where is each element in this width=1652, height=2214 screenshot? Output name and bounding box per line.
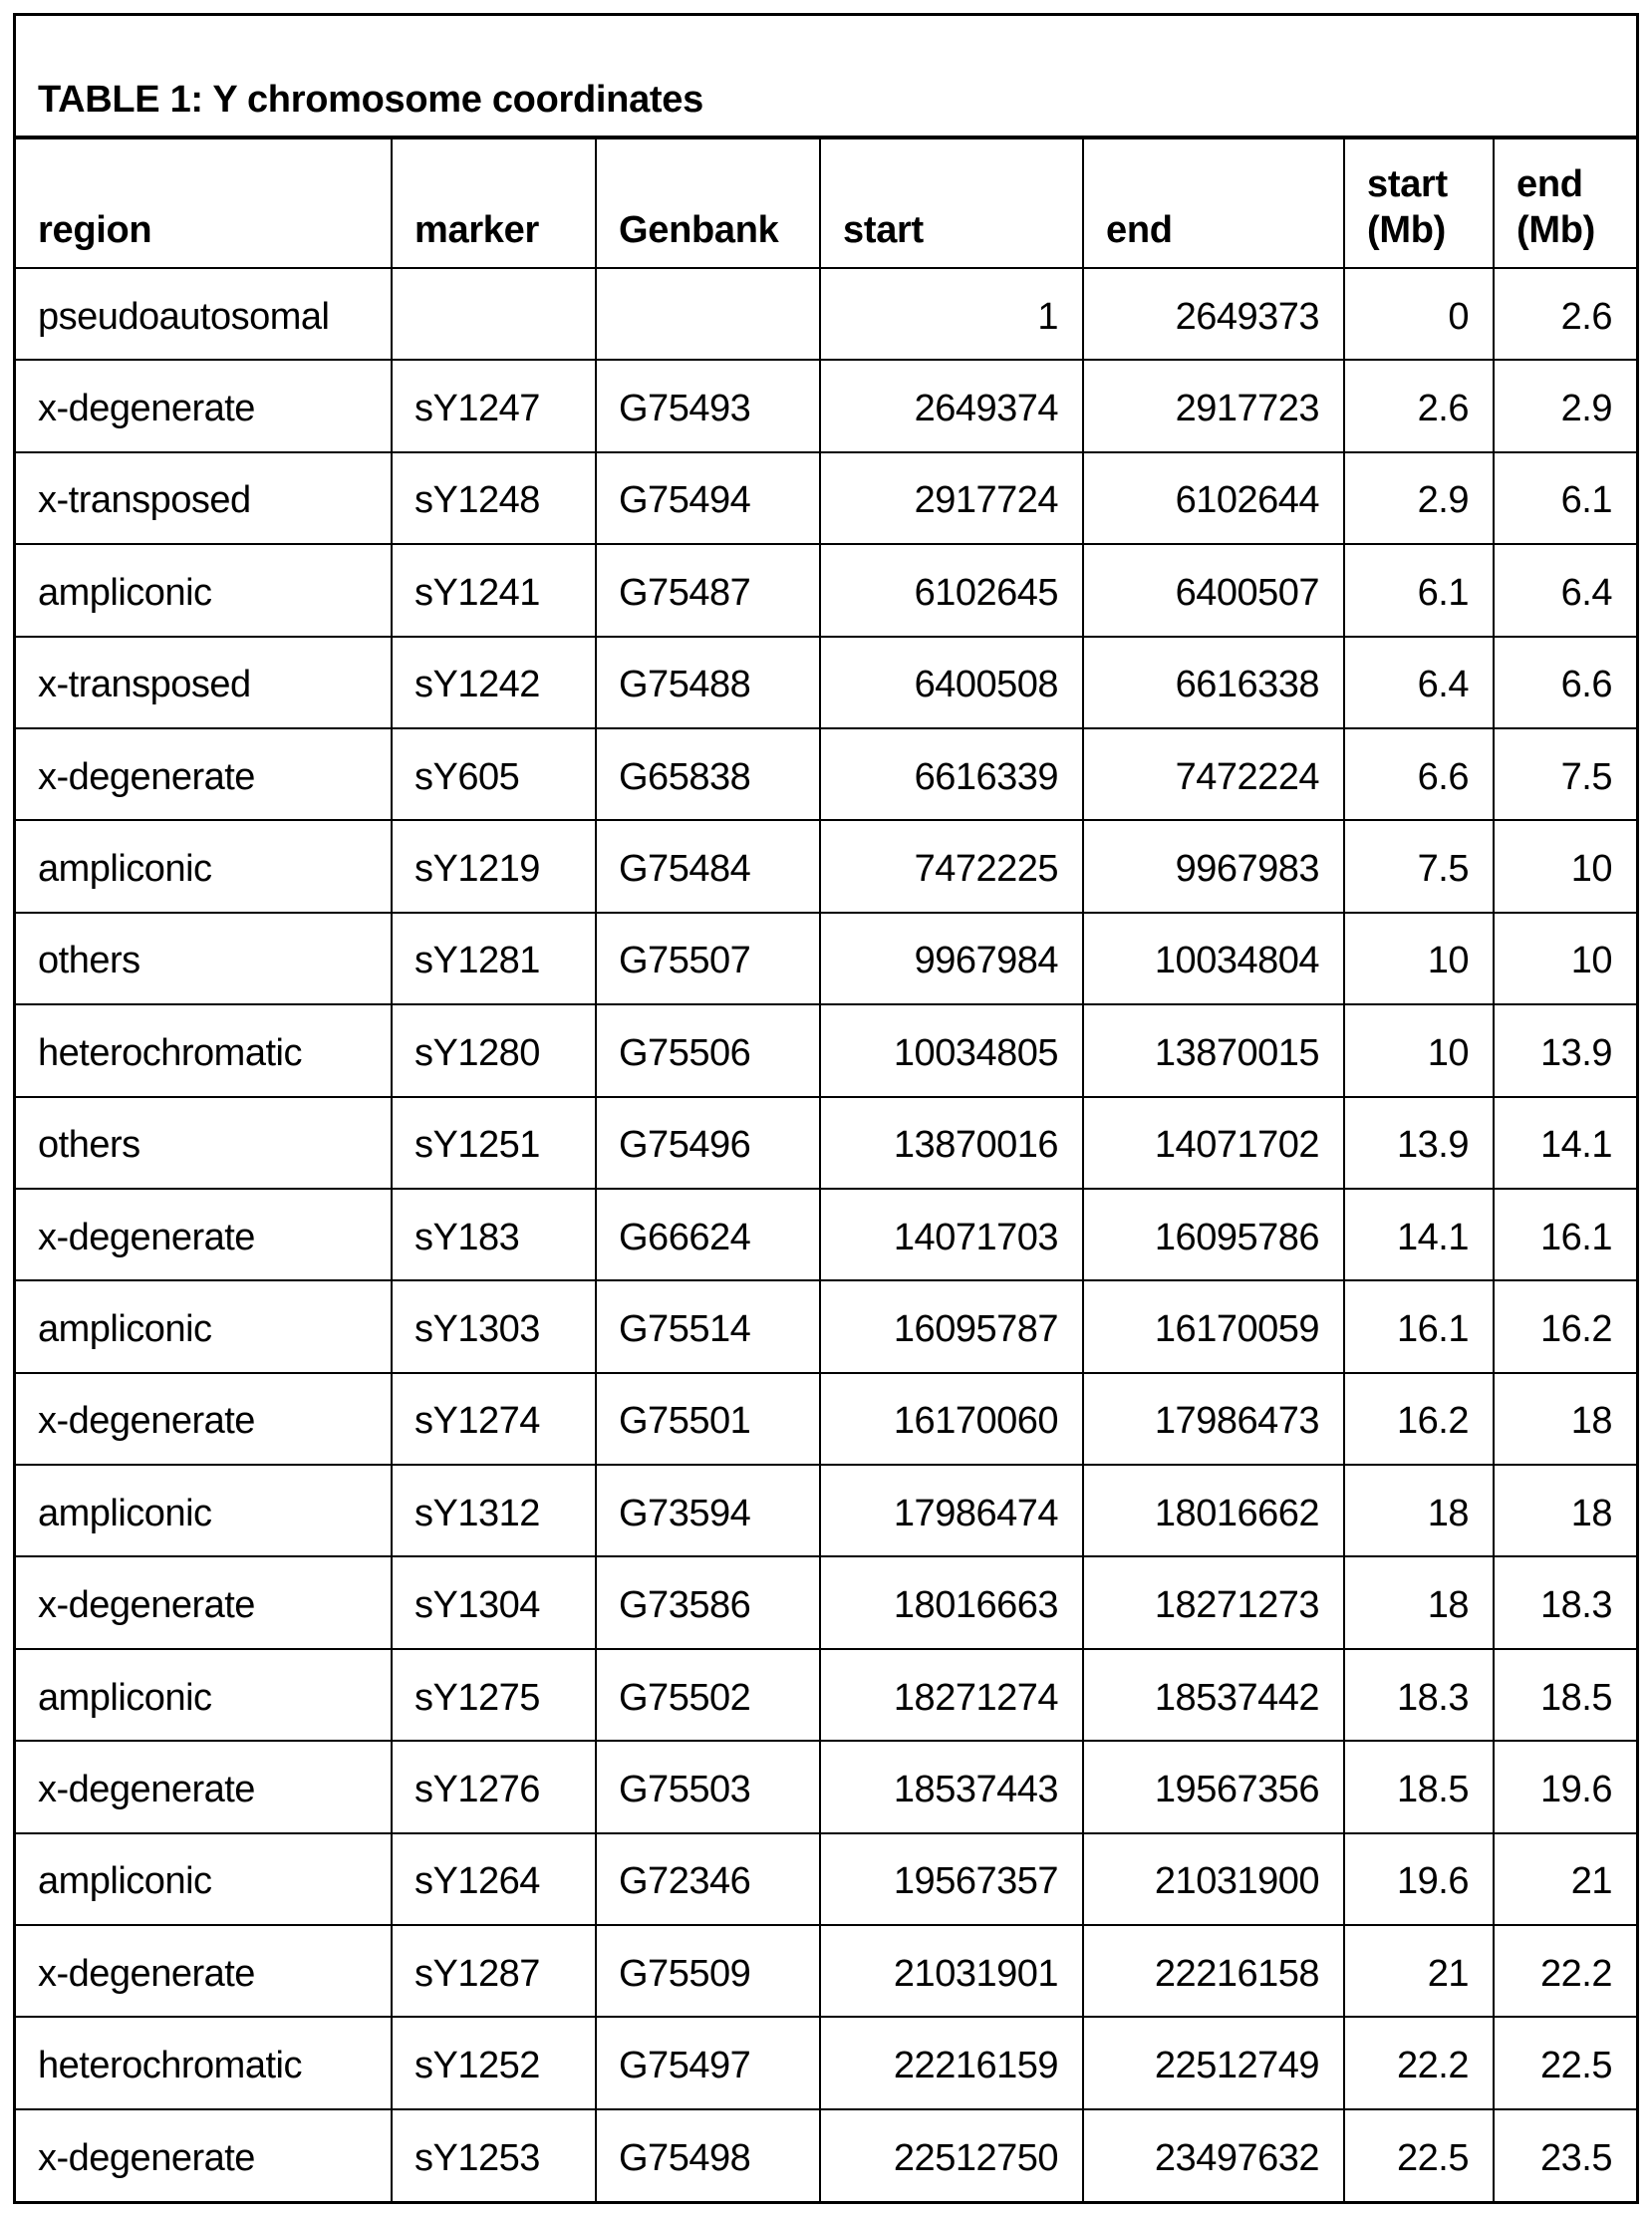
table-row [16,1465,1636,1556]
cell-start-mb: 16.2 [1344,1373,1494,1465]
cell-end: 6400507 [1083,544,1344,636]
cell-end: 6616338 [1083,637,1344,728]
cell-end-mb: 21 [1494,1833,1636,1925]
cell-end-mb: 18.5 [1494,1649,1636,1741]
cell-start-mb: 16.1 [1344,1280,1494,1372]
cell-end: 22512749 [1083,2017,1344,2108]
cell-region: ampliconic [16,1280,392,1372]
table-row [16,913,1636,1004]
table-row [16,728,1636,820]
cell-marker: sY183 [392,1189,596,1280]
header-start-mb-line1: start [1367,163,1448,205]
cell-marker: sY1304 [392,1556,596,1648]
cell-start-mb: 2.6 [1344,360,1494,451]
cell-start: 14071703 [820,1189,1083,1280]
cell-marker: sY1242 [392,637,596,728]
cell-start-mb: 18.3 [1344,1649,1494,1741]
cell-region: pseudoautosomal [16,268,392,360]
cell-region: x-degenerate [16,1556,392,1648]
cell-start-mb: 10 [1344,913,1494,1004]
cell-start-mb: 22.2 [1344,2017,1494,2108]
cell-region: ampliconic [16,544,392,636]
table-row [16,360,1636,451]
cell-end-mb: 16.1 [1494,1189,1636,1280]
cell-end-mb: 7.5 [1494,728,1636,820]
cell-end-mb: 13.9 [1494,1004,1636,1096]
cell-region: x-degenerate [16,1741,392,1832]
cell-end-mb: 6.4 [1494,544,1636,636]
cell-genbank: G75506 [596,1004,820,1096]
cell-region: ampliconic [16,1833,392,1925]
cell-end-mb: 10 [1494,913,1636,1004]
cell-genbank: G75509 [596,1925,820,2017]
cell-start: 1 [820,268,1083,360]
cell-start-mb: 18.5 [1344,1741,1494,1832]
header-start-mb [1344,139,1494,268]
cell-genbank: G73594 [596,1465,820,1556]
cell-end: 22216158 [1083,1925,1344,2017]
cell-end: 16095786 [1083,1189,1344,1280]
cell-start-mb: 18 [1344,1465,1494,1556]
cell-marker: sY1219 [392,820,596,912]
cell-end-mb: 14.1 [1494,1097,1636,1189]
y-chromosome-table [13,13,1639,2204]
cell-marker: sY1312 [392,1465,596,1556]
table-body [16,268,1636,2201]
cell-region: x-transposed [16,637,392,728]
header-end-mb [1494,139,1636,268]
table-row [16,452,1636,544]
cell-genbank: G75503 [596,1741,820,1832]
cell-marker: sY1275 [392,1649,596,1741]
cell-start-mb: 22.5 [1344,2109,1494,2201]
cell-marker: sY1303 [392,1280,596,1372]
cell-start: 16095787 [820,1280,1083,1372]
cell-genbank: G75514 [596,1280,820,1372]
table-row [16,820,1636,912]
cell-end-mb: 2.6 [1494,268,1636,360]
table-row [16,1373,1636,1465]
cell-end-mb: 23.5 [1494,2109,1636,2201]
cell-marker: sY1253 [392,2109,596,2201]
cell-end: 21031900 [1083,1833,1344,1925]
cell-start: 2917724 [820,452,1083,544]
cell-end-mb: 6.6 [1494,637,1636,728]
cell-start-mb: 19.6 [1344,1833,1494,1925]
cell-end: 9967983 [1083,820,1344,912]
cell-end: 17986473 [1083,1373,1344,1465]
cell-region: x-transposed [16,452,392,544]
cell-start-mb: 0 [1344,268,1494,360]
cell-start-mb: 18 [1344,1556,1494,1648]
table-row [16,637,1636,728]
cell-start-mb: 14.1 [1344,1189,1494,1280]
cell-genbank: G75502 [596,1649,820,1741]
cell-start: 22512750 [820,2109,1083,2201]
header-end-mb-line1: end [1516,163,1583,205]
header-end: end [1083,139,1344,268]
cell-end-mb: 18 [1494,1465,1636,1556]
cell-start-mb: 21 [1344,1925,1494,2017]
cell-end-mb: 16.2 [1494,1280,1636,1372]
cell-end: 16170059 [1083,1280,1344,1372]
cell-start: 17986474 [820,1465,1083,1556]
cell-end-mb: 19.6 [1494,1741,1636,1832]
cell-end-mb: 2.9 [1494,360,1636,451]
cell-start: 18016663 [820,1556,1083,1648]
header-start-mb-line2: (Mb) [1367,209,1446,251]
cell-region: ampliconic [16,820,392,912]
cell-end: 7472224 [1083,728,1344,820]
cell-genbank: G75494 [596,452,820,544]
cell-genbank: G72346 [596,1833,820,1925]
cell-start: 21031901 [820,1925,1083,2017]
cell-region: ampliconic [16,1649,392,1741]
cell-start: 22216159 [820,2017,1083,2108]
table-row [16,544,1636,636]
cell-marker: sY1264 [392,1833,596,1925]
table-title: TABLE 1: Y chromosome coordinates [16,16,1636,139]
cell-genbank: G73586 [596,1556,820,1648]
cell-region: x-degenerate [16,360,392,451]
cell-end: 2649373 [1083,268,1344,360]
cell-start: 18271274 [820,1649,1083,1741]
cell-marker: sY1281 [392,913,596,1004]
cell-genbank: G75496 [596,1097,820,1189]
cell-marker: sY1280 [392,1004,596,1096]
cell-end: 10034804 [1083,913,1344,1004]
cell-region: x-degenerate [16,2109,392,2201]
table-row [16,2109,1636,2201]
cell-genbank: G75501 [596,1373,820,1465]
cell-genbank: G75488 [596,637,820,728]
cell-start-mb: 6.6 [1344,728,1494,820]
table-row [16,1097,1636,1189]
cell-end: 14071702 [1083,1097,1344,1189]
cell-start-mb: 7.5 [1344,820,1494,912]
header-start: start [820,139,1083,268]
table-row [16,1833,1636,1925]
cell-end: 2917723 [1083,360,1344,451]
cell-end: 23497632 [1083,2109,1344,2201]
header-marker: marker [392,139,596,268]
cell-marker: sY1248 [392,452,596,544]
cell-start: 16170060 [820,1373,1083,1465]
cell-genbank: G75507 [596,913,820,1004]
cell-start: 7472225 [820,820,1083,912]
cell-marker: sY1247 [392,360,596,451]
table-row [16,1556,1636,1648]
cell-end: 18537442 [1083,1649,1344,1741]
cell-genbank: G65838 [596,728,820,820]
cell-end: 18271273 [1083,1556,1344,1648]
cell-region: x-degenerate [16,1925,392,2017]
cell-start: 6616339 [820,728,1083,820]
cell-start-mb: 2.9 [1344,452,1494,544]
cell-start-mb: 13.9 [1344,1097,1494,1189]
coordinates-table [16,139,1636,2201]
header-genbank: Genbank [596,139,820,268]
cell-start: 9967984 [820,913,1083,1004]
cell-marker: sY1252 [392,2017,596,2108]
cell-end-mb: 18.3 [1494,1556,1636,1648]
cell-start: 10034805 [820,1004,1083,1096]
table-row [16,1004,1636,1096]
cell-marker: sY1251 [392,1097,596,1189]
cell-marker [392,268,596,360]
table-row [16,1925,1636,2017]
cell-start: 13870016 [820,1097,1083,1189]
cell-genbank: G66624 [596,1189,820,1280]
cell-genbank [596,268,820,360]
table-row [16,268,1636,360]
cell-end: 13870015 [1083,1004,1344,1096]
cell-start-mb: 10 [1344,1004,1494,1096]
cell-start: 2649374 [820,360,1083,451]
cell-start: 19567357 [820,1833,1083,1925]
cell-region: x-degenerate [16,1373,392,1465]
cell-genbank: G75487 [596,544,820,636]
cell-genbank: G75498 [596,2109,820,2201]
table-row [16,1189,1636,1280]
cell-marker: sY1287 [392,1925,596,2017]
table-row [16,1649,1636,1741]
cell-genbank: G75484 [596,820,820,912]
cell-region: x-degenerate [16,1189,392,1280]
table-row [16,1280,1636,1372]
cell-marker: sY1241 [392,544,596,636]
cell-genbank: G75493 [596,360,820,451]
cell-end: 19567356 [1083,1741,1344,1832]
header-row [16,139,1636,268]
cell-end-mb: 22.5 [1494,2017,1636,2108]
cell-start-mb: 6.4 [1344,637,1494,728]
cell-start-mb: 6.1 [1344,544,1494,636]
cell-genbank: G75497 [596,2017,820,2108]
cell-marker: sY1274 [392,1373,596,1465]
cell-end-mb: 6.1 [1494,452,1636,544]
cell-end: 18016662 [1083,1465,1344,1556]
cell-end-mb: 18 [1494,1373,1636,1465]
cell-region: heterochromatic [16,2017,392,2108]
cell-marker: sY605 [392,728,596,820]
cell-start: 6400508 [820,637,1083,728]
table-row [16,2017,1636,2108]
cell-end-mb: 10 [1494,820,1636,912]
header-region: region [16,139,392,268]
cell-end-mb: 22.2 [1494,1925,1636,2017]
cell-region: ampliconic [16,1465,392,1556]
cell-region: others [16,913,392,1004]
cell-region: heterochromatic [16,1004,392,1096]
cell-marker: sY1276 [392,1741,596,1832]
table-row [16,1741,1636,1832]
cell-end: 6102644 [1083,452,1344,544]
cell-start: 6102645 [820,544,1083,636]
cell-region: others [16,1097,392,1189]
header-end-mb-line2: (Mb) [1516,209,1595,251]
cell-region: x-degenerate [16,728,392,820]
cell-start: 18537443 [820,1741,1083,1832]
